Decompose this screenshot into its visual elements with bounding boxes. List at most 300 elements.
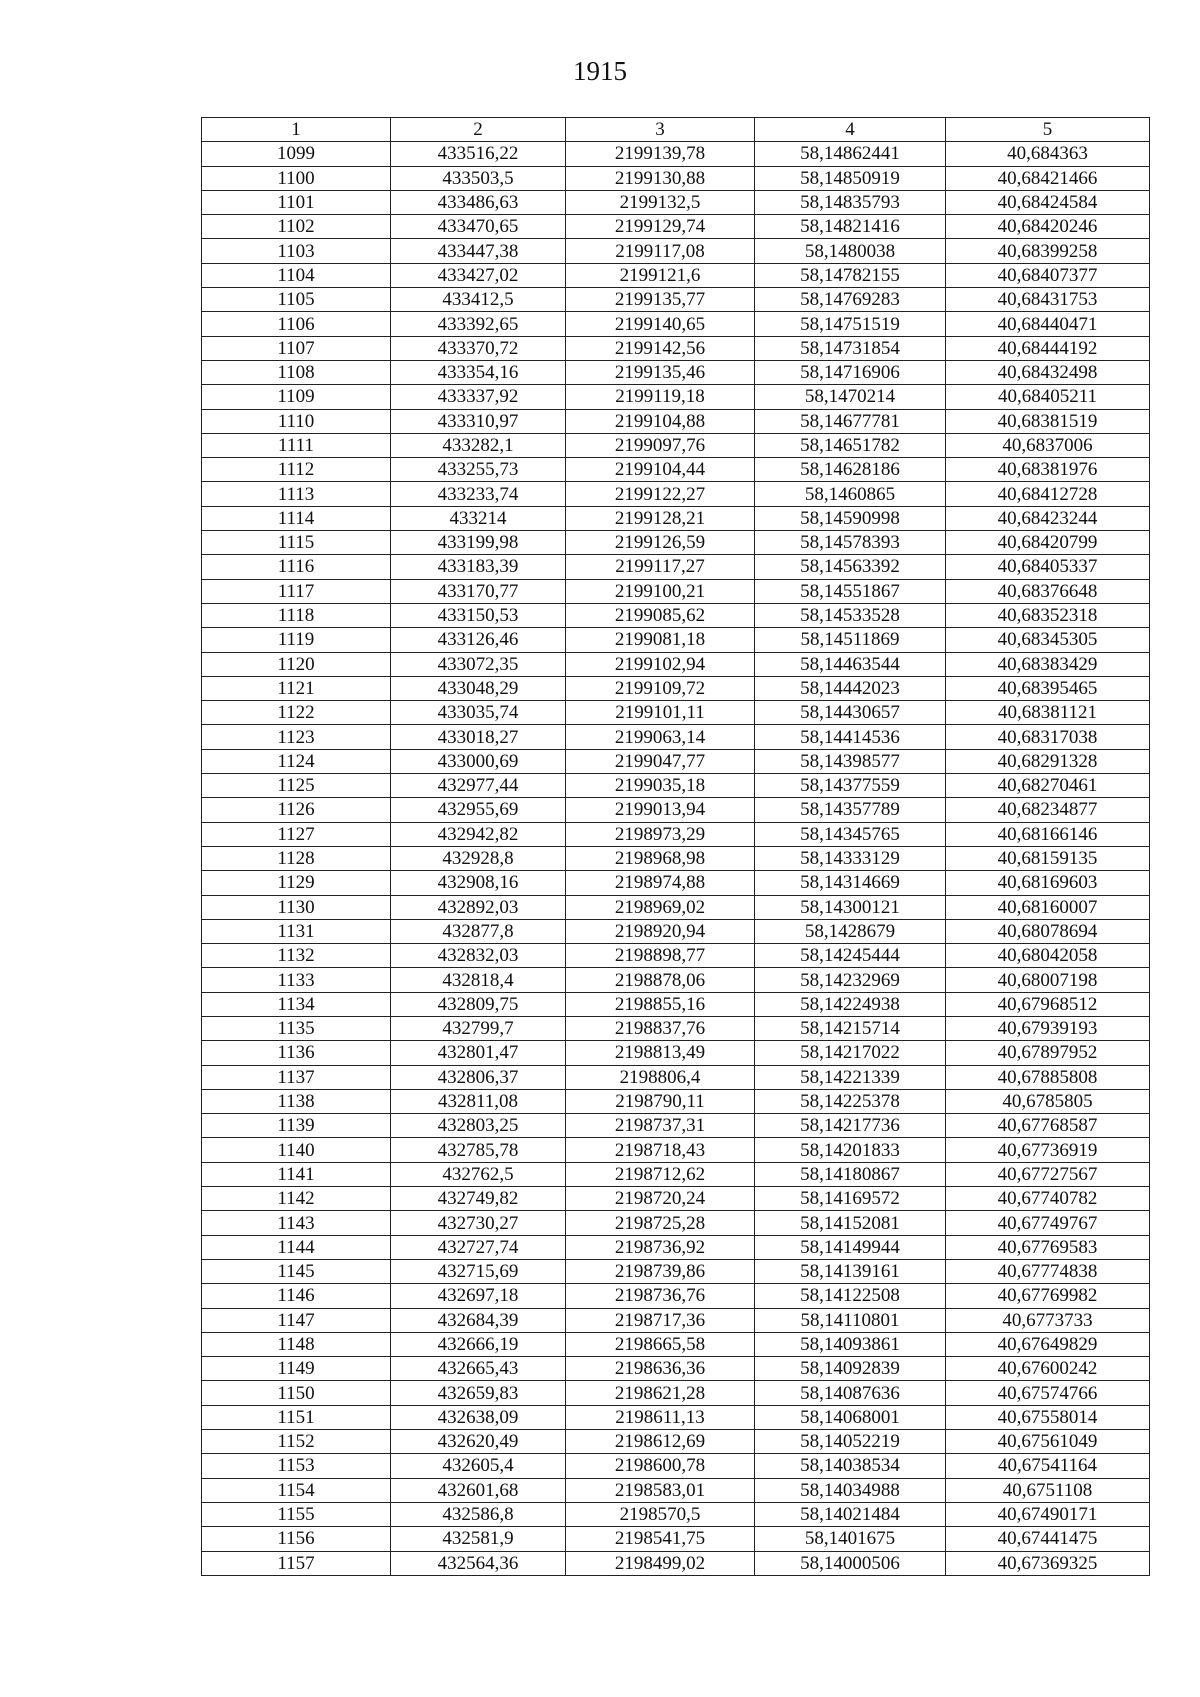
table-cell-col-1: 1109	[202, 385, 391, 409]
table-cell-col-3: 2198898,77	[566, 944, 755, 968]
table-cell-col-4: 58,14345765	[755, 822, 946, 846]
table-cell-col-3: 2198725,28	[566, 1211, 755, 1235]
table-cell-col-4: 58,14217736	[755, 1114, 946, 1138]
table-row	[202, 603, 1150, 627]
table-cell-col-5: 40,68423244	[946, 506, 1150, 530]
table-cell-col-3: 2198499,02	[566, 1551, 755, 1575]
table-cell-col-4: 58,1470214	[755, 385, 946, 409]
page-number: 1915	[573, 56, 627, 86]
table-cell-col-1: 1124	[202, 749, 391, 773]
table-cell-col-5: 40,68395465	[946, 676, 1150, 700]
table-cell-col-2: 432785,78	[391, 1138, 566, 1162]
table-cell-col-5: 40,68420799	[946, 531, 1150, 555]
table-cell-col-5: 40,67561049	[946, 1430, 1150, 1454]
table-cell-col-1: 1128	[202, 846, 391, 870]
table-cell-col-1: 1102	[202, 215, 391, 239]
table-cell-col-1: 1119	[202, 628, 391, 652]
table-cell-col-5: 40,68270461	[946, 774, 1150, 798]
table-cell-col-3: 2198600,78	[566, 1454, 755, 1478]
table-cell-col-5: 40,68421466	[946, 166, 1150, 190]
table-cell-col-5: 40,67727567	[946, 1162, 1150, 1186]
table-cell-col-2: 433370,72	[391, 336, 566, 360]
table-row	[202, 482, 1150, 506]
table-cell-col-3: 2199119,18	[566, 385, 755, 409]
table-cell-col-5: 40,67541164	[946, 1454, 1150, 1478]
table-row	[202, 433, 1150, 457]
table-cell-col-1: 1127	[202, 822, 391, 846]
table-cell-col-5: 40,68432498	[946, 360, 1150, 384]
table-cell-col-5: 40,67897952	[946, 1041, 1150, 1065]
table-cell-col-4: 58,14333129	[755, 846, 946, 870]
table-cell-col-5: 40,68381976	[946, 458, 1150, 482]
table-cell-col-5: 40,67736919	[946, 1138, 1150, 1162]
table-cell-col-1: 1135	[202, 1016, 391, 1040]
table-cell-col-4: 58,14357789	[755, 798, 946, 822]
table-cell-col-1: 1120	[202, 652, 391, 676]
table-cell-col-1: 1149	[202, 1357, 391, 1381]
table-cell-col-1: 1151	[202, 1405, 391, 1429]
table-cell-col-1: 1103	[202, 239, 391, 263]
table-cell-col-3: 2199100,21	[566, 579, 755, 603]
table-cell-col-5: 40,68407377	[946, 263, 1150, 287]
table-cell-col-1: 1143	[202, 1211, 391, 1235]
table-cell-col-3: 2198737,31	[566, 1114, 755, 1138]
table-cell-col-1: 1099	[202, 142, 391, 166]
table-cell-col-4: 58,14551867	[755, 579, 946, 603]
table-cell-col-2: 432832,03	[391, 944, 566, 968]
table-cell-col-3: 2199122,27	[566, 482, 755, 506]
table-cell-col-1: 1140	[202, 1138, 391, 1162]
table-cell-col-4: 58,14215714	[755, 1016, 946, 1040]
table-cell-col-3: 2199142,56	[566, 336, 755, 360]
table-cell-col-5: 40,68420246	[946, 215, 1150, 239]
table-cell-col-2: 432892,03	[391, 895, 566, 919]
table-row	[202, 822, 1150, 846]
table-cell-col-3: 2198736,76	[566, 1284, 755, 1308]
table-cell-col-3: 2198813,49	[566, 1041, 755, 1065]
table-row	[202, 506, 1150, 530]
table-cell-col-2: 432586,8	[391, 1502, 566, 1526]
table-cell-col-4: 58,14232969	[755, 968, 946, 992]
table-cell-col-5: 40,67441475	[946, 1527, 1150, 1551]
table-cell-col-4: 58,1460865	[755, 482, 946, 506]
table-cell-col-4: 58,14850919	[755, 166, 946, 190]
table-cell-col-4: 58,14122508	[755, 1284, 946, 1308]
table-row	[202, 1332, 1150, 1356]
table-cell-col-1: 1111	[202, 433, 391, 457]
table-cell-col-5: 40,67939193	[946, 1016, 1150, 1040]
table-cell-col-2: 433354,16	[391, 360, 566, 384]
table-cell-col-2: 433072,35	[391, 652, 566, 676]
table-cell-col-3: 2198920,94	[566, 919, 755, 943]
table-cell-col-5: 40,67490171	[946, 1502, 1150, 1526]
table-cell-col-4: 58,14628186	[755, 458, 946, 482]
table-cell-col-2: 432977,44	[391, 774, 566, 798]
table-cell-col-4: 58,14751519	[755, 312, 946, 336]
table-cell-col-1: 1156	[202, 1527, 391, 1551]
table-cell-col-1: 1122	[202, 701, 391, 725]
table-row	[202, 1527, 1150, 1551]
table-cell-col-4: 58,14245444	[755, 944, 946, 968]
table-cell-col-1: 1142	[202, 1187, 391, 1211]
table-cell-col-1: 1113	[202, 482, 391, 506]
table-row	[202, 239, 1150, 263]
table-cell-col-4: 58,14180867	[755, 1162, 946, 1186]
table-cell-col-1: 1148	[202, 1332, 391, 1356]
table-cell-col-1: 1137	[202, 1065, 391, 1089]
table-cell-col-1: 1136	[202, 1041, 391, 1065]
table-cell-col-2: 433000,69	[391, 749, 566, 773]
table-row	[202, 1114, 1150, 1138]
table-cell-col-2: 432806,37	[391, 1065, 566, 1089]
table-cell-col-4: 58,14224938	[755, 992, 946, 1016]
table-cell-col-4: 58,14068001	[755, 1405, 946, 1429]
table-cell-col-3: 2198541,75	[566, 1527, 755, 1551]
table-cell-col-3: 2198621,28	[566, 1381, 755, 1405]
table-cell-col-4: 58,14430657	[755, 701, 946, 725]
table-cell-col-3: 2199132,5	[566, 190, 755, 214]
table-row	[202, 725, 1150, 749]
table-cell-col-1: 1130	[202, 895, 391, 919]
table-cell-col-4: 58,14225378	[755, 1089, 946, 1113]
table-row	[202, 1405, 1150, 1429]
table-cell-col-1: 1114	[202, 506, 391, 530]
table-cell-col-4: 58,1480038	[755, 239, 946, 263]
table-cell-col-2: 432715,69	[391, 1259, 566, 1283]
column-header-1: 1	[202, 118, 391, 142]
table-cell-col-4: 58,14300121	[755, 895, 946, 919]
table-cell-col-2: 432581,9	[391, 1527, 566, 1551]
table-cell-col-2: 433170,77	[391, 579, 566, 603]
table-cell-col-4: 58,14398577	[755, 749, 946, 773]
table-cell-col-5: 40,67768587	[946, 1114, 1150, 1138]
table-row	[202, 652, 1150, 676]
table-cell-col-3: 2199126,59	[566, 531, 755, 555]
table-cell-col-4: 58,1428679	[755, 919, 946, 943]
table-cell-col-2: 432877,8	[391, 919, 566, 943]
table-row	[202, 1235, 1150, 1259]
table-cell-col-3: 2199128,21	[566, 506, 755, 530]
table-cell-col-4: 58,14782155	[755, 263, 946, 287]
table-cell-col-3: 2198720,24	[566, 1187, 755, 1211]
table-cell-col-2: 433199,98	[391, 531, 566, 555]
table-cell-col-3: 2198806,4	[566, 1065, 755, 1089]
table-cell-col-5: 40,68440471	[946, 312, 1150, 336]
table-cell-col-1: 1154	[202, 1478, 391, 1502]
table-cell-col-2: 433470,65	[391, 215, 566, 239]
table-cell-col-1: 1144	[202, 1235, 391, 1259]
table-cell-col-2: 432811,08	[391, 1089, 566, 1113]
table-row	[202, 1357, 1150, 1381]
table-cell-col-2: 433183,39	[391, 555, 566, 579]
table-cell-col-4: 58,14139161	[755, 1259, 946, 1283]
table-cell-col-2: 432727,74	[391, 1235, 566, 1259]
table-cell-col-5: 40,6751108	[946, 1478, 1150, 1502]
table-cell-col-4: 58,14034988	[755, 1478, 946, 1502]
table-cell-col-3: 2199135,77	[566, 288, 755, 312]
table-cell-col-3: 2198969,02	[566, 895, 755, 919]
table-cell-col-3: 2198968,98	[566, 846, 755, 870]
table-cell-col-4: 58,14511869	[755, 628, 946, 652]
table-cell-col-3: 2199101,11	[566, 701, 755, 725]
table-cell-col-1: 1115	[202, 531, 391, 555]
table-cell-col-2: 432762,5	[391, 1162, 566, 1186]
table-cell-col-2: 433048,29	[391, 676, 566, 700]
table-cell-col-5: 40,68381121	[946, 701, 1150, 725]
table-cell-col-3: 2198712,62	[566, 1162, 755, 1186]
table-cell-col-1: 1101	[202, 190, 391, 214]
table-cell-col-5: 40,67774838	[946, 1259, 1150, 1283]
table-cell-col-3: 2198790,11	[566, 1089, 755, 1113]
table-cell-col-2: 432908,16	[391, 871, 566, 895]
table-cell-col-5: 40,684363	[946, 142, 1150, 166]
table-cell-col-1: 1157	[202, 1551, 391, 1575]
table-cell-col-2: 433447,38	[391, 239, 566, 263]
table-cell-col-3: 2199121,6	[566, 263, 755, 287]
table-row	[202, 1089, 1150, 1113]
table-cell-col-5: 40,67749767	[946, 1211, 1150, 1235]
table-cell-col-1: 1104	[202, 263, 391, 287]
table-cell-col-5: 40,68376648	[946, 579, 1150, 603]
table-cell-col-2: 432955,69	[391, 798, 566, 822]
table-row	[202, 749, 1150, 773]
table-row	[202, 628, 1150, 652]
table-cell-col-4: 58,14201833	[755, 1138, 946, 1162]
table-cell-col-3: 2199117,08	[566, 239, 755, 263]
table-cell-col-5: 40,67600242	[946, 1357, 1150, 1381]
table-cell-col-3: 2199085,62	[566, 603, 755, 627]
column-header-5: 5	[946, 118, 1150, 142]
table-cell-col-5: 40,68352318	[946, 603, 1150, 627]
table-cell-col-2: 432809,75	[391, 992, 566, 1016]
table-row	[202, 288, 1150, 312]
table-row	[202, 798, 1150, 822]
table-cell-col-5: 40,67649829	[946, 1332, 1150, 1356]
table-cell-col-5: 40,67574766	[946, 1381, 1150, 1405]
table-cell-col-1: 1131	[202, 919, 391, 943]
table-cell-col-3: 2198736,92	[566, 1235, 755, 1259]
table-cell-col-5: 40,68381519	[946, 409, 1150, 433]
table-cell-col-2: 433282,1	[391, 433, 566, 457]
table-cell-col-2: 432803,25	[391, 1114, 566, 1138]
table-cell-col-4: 58,14414536	[755, 725, 946, 749]
table-body	[202, 142, 1150, 1576]
table-cell-col-2: 433150,53	[391, 603, 566, 627]
table-cell-col-1: 1150	[202, 1381, 391, 1405]
table-cell-col-1: 1110	[202, 409, 391, 433]
table-cell-col-5: 40,68159135	[946, 846, 1150, 870]
table-row	[202, 992, 1150, 1016]
table-cell-col-2: 432638,09	[391, 1405, 566, 1429]
table-row	[202, 1162, 1150, 1186]
table-row	[202, 1478, 1150, 1502]
table-row	[202, 1381, 1150, 1405]
table-cell-col-3: 2198717,36	[566, 1308, 755, 1332]
table-cell-col-1: 1155	[202, 1502, 391, 1526]
table-cell-col-4: 58,14314669	[755, 871, 946, 895]
table-cell-col-3: 2199140,65	[566, 312, 755, 336]
table-row	[202, 1187, 1150, 1211]
table-cell-col-4: 58,14533528	[755, 603, 946, 627]
table-cell-col-4: 58,14038534	[755, 1454, 946, 1478]
table-cell-col-4: 58,14821416	[755, 215, 946, 239]
table-cell-col-2: 432749,82	[391, 1187, 566, 1211]
table-cell-col-5: 40,67968512	[946, 992, 1150, 1016]
table-cell-col-5: 40,68399258	[946, 239, 1150, 263]
table-cell-col-1: 1146	[202, 1284, 391, 1308]
table-row	[202, 871, 1150, 895]
table-cell-col-5: 40,67558014	[946, 1405, 1150, 1429]
table-cell-col-5: 40,67769982	[946, 1284, 1150, 1308]
table-cell-col-1: 1107	[202, 336, 391, 360]
table-cell-col-4: 58,14590998	[755, 506, 946, 530]
table-row	[202, 458, 1150, 482]
table-cell-col-2: 432601,68	[391, 1478, 566, 1502]
table-cell-col-4: 58,14221339	[755, 1065, 946, 1089]
table-cell-col-1: 1105	[202, 288, 391, 312]
table-cell-col-1: 1134	[202, 992, 391, 1016]
table-row	[202, 701, 1150, 725]
table-cell-col-5: 40,68444192	[946, 336, 1150, 360]
table-cell-col-3: 2199081,18	[566, 628, 755, 652]
table-cell-col-5: 40,68412728	[946, 482, 1150, 506]
table-cell-col-4: 58,14092839	[755, 1357, 946, 1381]
table-cell-col-3: 2199135,46	[566, 360, 755, 384]
table-row	[202, 1430, 1150, 1454]
table-row	[202, 919, 1150, 943]
table-cell-col-2: 432659,83	[391, 1381, 566, 1405]
table-cell-col-3: 2198718,43	[566, 1138, 755, 1162]
table-cell-col-1: 1108	[202, 360, 391, 384]
table-cell-col-5: 40,68383429	[946, 652, 1150, 676]
table-cell-col-5: 40,6837006	[946, 433, 1150, 457]
table-cell-col-4: 58,14463544	[755, 652, 946, 676]
table-cell-col-4: 58,14862441	[755, 142, 946, 166]
table-row	[202, 1138, 1150, 1162]
table-row	[202, 1502, 1150, 1526]
table-row	[202, 1211, 1150, 1235]
table-cell-col-4: 58,14377559	[755, 774, 946, 798]
table-cell-col-3: 2199035,18	[566, 774, 755, 798]
table-cell-col-2: 433214	[391, 506, 566, 530]
table-cell-col-5: 40,6773733	[946, 1308, 1150, 1332]
table-row	[202, 385, 1150, 409]
table-row	[202, 166, 1150, 190]
table-cell-col-1: 1100	[202, 166, 391, 190]
table-cell-col-3: 2199104,44	[566, 458, 755, 482]
table-cell-col-1: 1106	[202, 312, 391, 336]
table-row	[202, 1551, 1150, 1575]
table-cell-col-3: 2198583,01	[566, 1478, 755, 1502]
table-cell-col-5: 40,68007198	[946, 968, 1150, 992]
table-cell-col-1: 1139	[202, 1114, 391, 1138]
table-cell-col-4: 58,14000506	[755, 1551, 946, 1575]
table-cell-col-2: 432928,8	[391, 846, 566, 870]
table-cell-col-2: 433310,97	[391, 409, 566, 433]
coordinates-table	[201, 117, 1150, 1576]
table-cell-col-1: 1129	[202, 871, 391, 895]
table-cell-col-2: 432684,39	[391, 1308, 566, 1332]
table-cell-col-2: 433255,73	[391, 458, 566, 482]
table-cell-col-3: 2198739,86	[566, 1259, 755, 1283]
table-cell-col-2: 432605,4	[391, 1454, 566, 1478]
table-cell-col-2: 432620,49	[391, 1430, 566, 1454]
table-row	[202, 895, 1150, 919]
table-row	[202, 944, 1150, 968]
table-cell-col-5: 40,68042058	[946, 944, 1150, 968]
table-cell-col-3: 2198878,06	[566, 968, 755, 992]
table-cell-col-1: 1133	[202, 968, 391, 992]
table-cell-col-2: 432665,43	[391, 1357, 566, 1381]
table-cell-col-1: 1145	[202, 1259, 391, 1283]
table-cell-col-4: 58,14677781	[755, 409, 946, 433]
table-cell-col-1: 1116	[202, 555, 391, 579]
header-row	[202, 118, 1150, 142]
table-cell-col-5: 40,68169603	[946, 871, 1150, 895]
table-cell-col-1: 1132	[202, 944, 391, 968]
table-cell-col-4: 58,14152081	[755, 1211, 946, 1235]
table-cell-col-3: 2199097,76	[566, 433, 755, 457]
table-cell-col-3: 2198570,5	[566, 1502, 755, 1526]
table-cell-col-3: 2199117,27	[566, 555, 755, 579]
table-cell-col-4: 58,14021484	[755, 1502, 946, 1526]
column-header-4: 4	[755, 118, 946, 142]
table-row	[202, 1041, 1150, 1065]
table-row	[202, 555, 1150, 579]
table-cell-col-2: 432818,4	[391, 968, 566, 992]
table-cell-col-1: 1123	[202, 725, 391, 749]
table-cell-col-4: 58,14769283	[755, 288, 946, 312]
table-cell-col-3: 2199013,94	[566, 798, 755, 822]
table-cell-col-4: 58,14563392	[755, 555, 946, 579]
table-cell-col-5: 40,67769583	[946, 1235, 1150, 1259]
table-cell-col-1: 1138	[202, 1089, 391, 1113]
table-cell-col-2: 433337,92	[391, 385, 566, 409]
table-row	[202, 846, 1150, 870]
table-cell-col-3: 2198973,29	[566, 822, 755, 846]
table-row	[202, 360, 1150, 384]
table-cell-col-2: 433427,02	[391, 263, 566, 287]
table-cell-col-3: 2199047,77	[566, 749, 755, 773]
table-row	[202, 409, 1150, 433]
table-cell-col-3: 2198612,69	[566, 1430, 755, 1454]
table-cell-col-3: 2198837,76	[566, 1016, 755, 1040]
table-cell-col-5: 40,68431753	[946, 288, 1150, 312]
table-cell-col-2: 432564,36	[391, 1551, 566, 1575]
table-cell-col-5: 40,67740782	[946, 1187, 1150, 1211]
table-row	[202, 1284, 1150, 1308]
table-cell-col-3: 2199102,94	[566, 652, 755, 676]
table-cell-col-2: 433486,63	[391, 190, 566, 214]
table-cell-col-4: 58,14087636	[755, 1381, 946, 1405]
column-header-2: 2	[391, 118, 566, 142]
table-cell-col-1: 1141	[202, 1162, 391, 1186]
table-cell-col-4: 58,14716906	[755, 360, 946, 384]
table-cell-col-5: 40,68160007	[946, 895, 1150, 919]
table-cell-col-2: 433018,27	[391, 725, 566, 749]
table-cell-col-2: 432801,47	[391, 1041, 566, 1065]
table-cell-col-2: 432730,27	[391, 1211, 566, 1235]
table-cell-col-4: 58,14835793	[755, 190, 946, 214]
column-header-3: 3	[566, 118, 755, 142]
table-cell-col-3: 2199104,88	[566, 409, 755, 433]
table-row	[202, 312, 1150, 336]
table-cell-col-5: 40,68345305	[946, 628, 1150, 652]
table-cell-col-1: 1153	[202, 1454, 391, 1478]
table-cell-col-3: 2199129,74	[566, 215, 755, 239]
table-row	[202, 1259, 1150, 1283]
table-cell-col-3: 2199063,14	[566, 725, 755, 749]
